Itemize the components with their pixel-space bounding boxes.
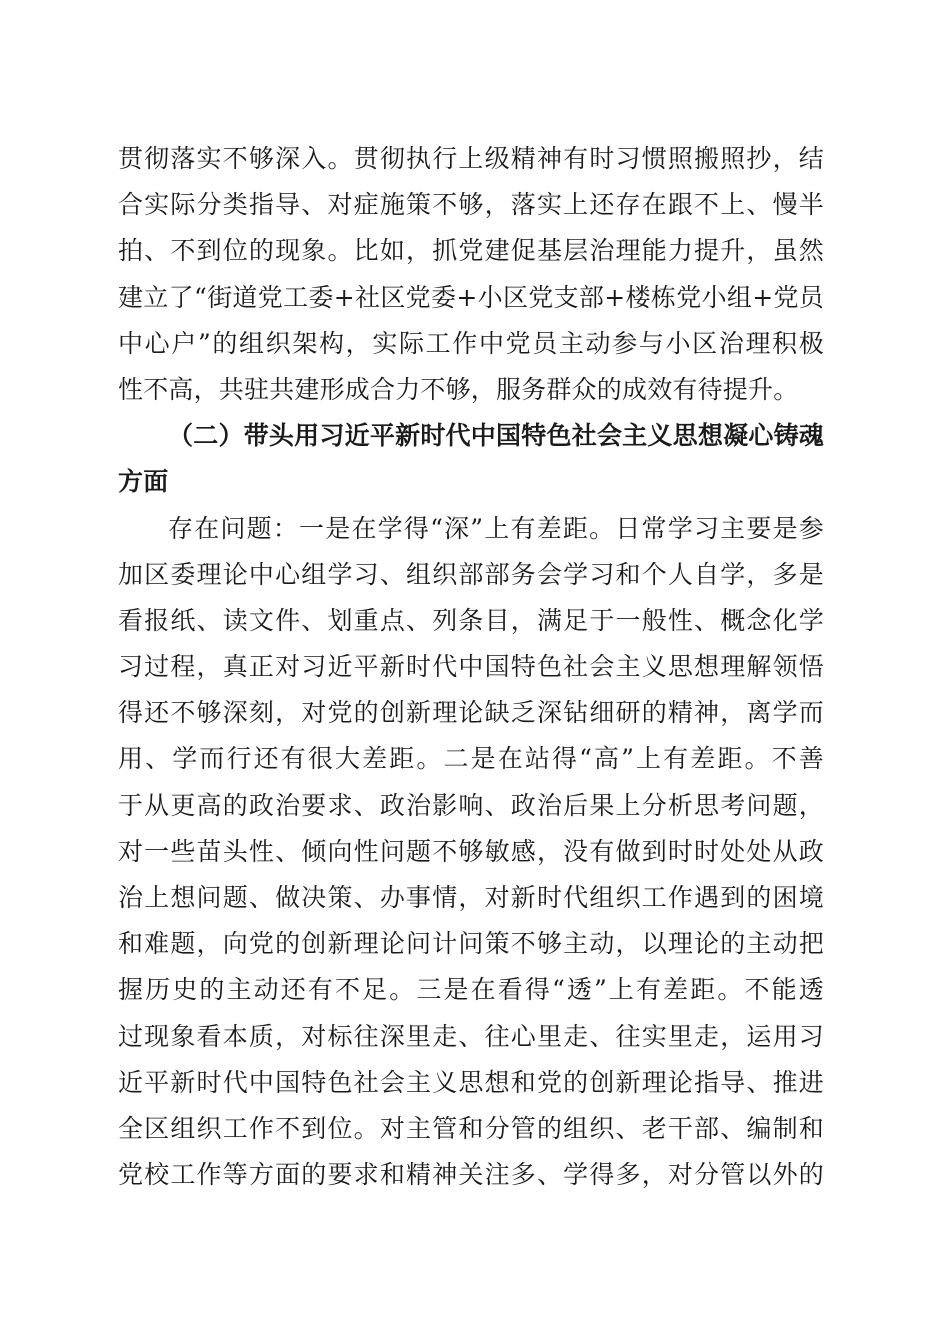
text-line: 于从更高的政治要求、政治影响、政治后果上分析思考问题， [118, 790, 824, 820]
text-line: 党校工作等方面的要求和精神关注多、学得多，对分管以外的 [118, 1160, 824, 1190]
text-line: 看报纸、读文件、划重点、列条目，满足于一般性、概念化学 [118, 605, 824, 635]
paragraph-1 [118, 136, 824, 413]
text-line: 全区组织工作不到位。对主管和分管的组织、老干部、编制和 [118, 1113, 824, 1143]
text-line: 习过程，真正对习近平新时代中国特色社会主义思想理解领悟 [118, 652, 824, 682]
text-line: 加区委理论中心组学习、组织部部务会学习和个人自学，多是 [118, 559, 824, 589]
text-line: 建立了“街道党工委+社区党委+小区党支部+楼栋党小组+党员 [118, 282, 824, 312]
text-line: 和难题，向党的创新理论问计问策不够主动，以理论的主动把 [118, 929, 824, 959]
text-line: 得还不够深刻，对党的创新理论缺乏深钻细研的精神，离学而 [118, 698, 824, 728]
paragraph-2 [118, 506, 824, 1199]
text-line: 贯彻落实不够深入。贯彻执行上级精神有时习惯照搬照抄，结 [118, 144, 824, 173]
section-heading-2 [118, 413, 824, 505]
text-line: 中心户”的组织架构，实际工作中党员主动参与小区治理积极 [118, 328, 824, 358]
text-line: 存在问题：一是在学得“深”上有差距。日常学习主要是参 [168, 513, 824, 543]
document-page [118, 136, 824, 1198]
text-line: 握历史的主动还有不足。三是在看得“透”上有差距。不能透 [118, 975, 824, 1005]
text-line: 对一些苗头性、倾向性问题不够敏感，没有做到时时处处从政 [118, 836, 824, 866]
heading-line: 方面 [118, 467, 169, 497]
text-line: 治上想问题、做决策、办事情，对新时代组织工作遇到的困境 [118, 883, 824, 912]
text-line: 拍、不到位的现象。比如，抓党建促基层治理能力提升，虽然 [118, 236, 824, 266]
text-line: 过现象看本质，对标往深里走、往心里走、往实里走，运用习 [118, 1021, 824, 1051]
text-line: 合实际分类指导、对症施策不够，落实上还存在跟不上、慢半 [118, 190, 824, 220]
text-line: 性不高，共驻共建形成合力不够，服务群众的成效有待提升。 [118, 374, 799, 404]
text-line: 用、学而行还有很大差距。二是在站得“高”上有差距。不善 [118, 744, 824, 774]
text-line: 近平新时代中国特色社会主义思想和党的创新理论指导、推进 [118, 1067, 824, 1097]
heading-line: （二）带头用习近平新时代中国特色社会主义思想凝心铸魂 [168, 421, 824, 451]
